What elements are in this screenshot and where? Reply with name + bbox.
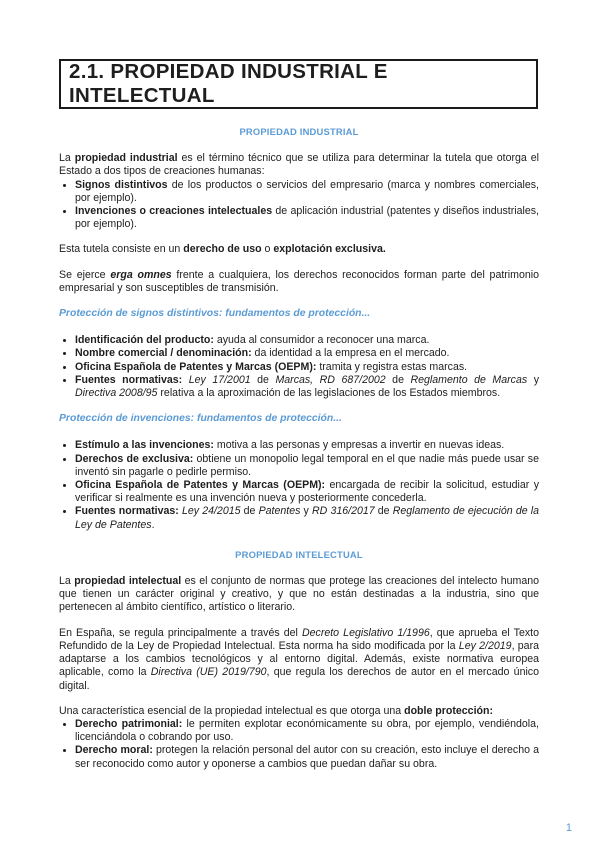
invenciones-list bbox=[59, 439, 539, 531]
erga-omnes-paragraph: Se ejerce erga omnes frente a cualquiera, los derechos reconocidos forman parte del patrimonio empresarial y son susceptibles de transmisión. bbox=[59, 268, 540, 294]
section-heading-industrial: PROPIEDAD INDUSTRIAL bbox=[239, 126, 359, 137]
list-item: • Derecho moral: protegen la relación personal del autor con su creación, esto incluye el derecho a ser reconocido como autor y oponerse a cambios que puedan dañar su obra. bbox=[75, 744, 539, 770]
list-item: • Derechos de exclusiva: obtiene un monopolio legal temporal en el que nadie más puede usar se inventó sin pagarle o pedirle permiso. bbox=[75, 453, 539, 479]
list-item: • Identificación del producto: ayuda al consumidor a reconocer una marca. bbox=[75, 334, 539, 347]
title-box bbox=[59, 59, 538, 109]
list-item: • Oficina Española de Patentes y Marcas (OEPM): tramita y registra estas marcas. bbox=[75, 361, 539, 374]
creations-list bbox=[59, 179, 539, 232]
section-heading-intelectual: PROPIEDAD INTELECTUAL bbox=[235, 548, 363, 560]
derechos-list bbox=[59, 718, 539, 771]
list-item: • Fuentes normativas: Ley 17/2001 de Marcas, RD 687/2002 de Reglamento de Marcas y Directiva 2008/95 relativa a la aproximación de las legislaciones de los Estados miembros. bbox=[75, 374, 539, 400]
intelectual-intro: La propiedad intelectual es el conjunto de normas que protege las creaciones del intelecto humano que tienen un carácter original y creativo, y que no están destinadas a la industria, sino que pertenecen al ámbito científico, artístico o literario. bbox=[59, 575, 540, 614]
list-item: • Derecho patrimonial: le permiten explotar económicamente su obra, por ejemplo, vendiéndola, licenciándola o cobrando por uso. bbox=[75, 718, 539, 744]
page-number: 1 bbox=[565, 822, 572, 834]
industrial-intro: La propiedad industrial es el término técnico que se utiliza para determinar la tutela que otorga el Estado a dos tipos de creaciones humanas: bbox=[59, 152, 539, 178]
signos-heading: Protección de signos distintivos: fundamentos de protección... bbox=[59, 308, 371, 320]
signos-list bbox=[59, 334, 539, 400]
list-item: • Nombre comercial / denominación: da identidad a la empresa en el mercado. bbox=[75, 347, 539, 360]
invenciones-heading: Protección de invenciones: fundamentos de protección... bbox=[59, 413, 342, 425]
content bbox=[59, 125, 539, 783]
list-item: • Invenciones o creaciones intelectuales de aplicación industrial (patentes y diseños industriales, por ejemplo). bbox=[75, 205, 539, 231]
tutela-paragraph: Esta tutela consiste en un derecho de uso o explotación exclusiva. bbox=[59, 243, 386, 256]
page-title: 2.1. PROPIEDAD INDUSTRIAL E INTELECTUAL bbox=[69, 60, 388, 107]
list-item: • Signos distintivos de los productos o servicios del empresario (marca y nombres comerciales, por ejemplo). bbox=[75, 179, 539, 205]
list-item: • Fuentes normativas: Ley 24/2015 de Patentes y RD 316/2017 de Reglamento de ejecución de la Ley de Patentes. bbox=[75, 505, 539, 531]
spain-regulation-paragraph: En España, se regula principalmente a través del Decreto Legislativo 1/1996, que aprueba el Texto Refundido de la Ley de Propiedad Intelectual. Esta norma ha sido modificada por la Ley 2/2019, para adaptarse a los cambios tecnológicos y al entorno digital. Además, existe normativa europea aplicable, como la Directiva (UE) 2019/790, que regula los derechos de autor en el mercado único digital. bbox=[59, 626, 539, 692]
list-item: • Oficina Española de Patentes y Marcas (OEPM): encargada de recibir la solicitud, estudiar y verificar si realmente es una invención nueva y posteriormente concederla. bbox=[75, 479, 539, 505]
doble-proteccion-paragraph: Una característica esencial de la propiedad intelectual es que otorga una doble protección: bbox=[59, 704, 493, 717]
list-item: • Estímulo a las invenciones: motiva a las personas y empresas a invertir en nuevas ideas. bbox=[75, 439, 539, 452]
